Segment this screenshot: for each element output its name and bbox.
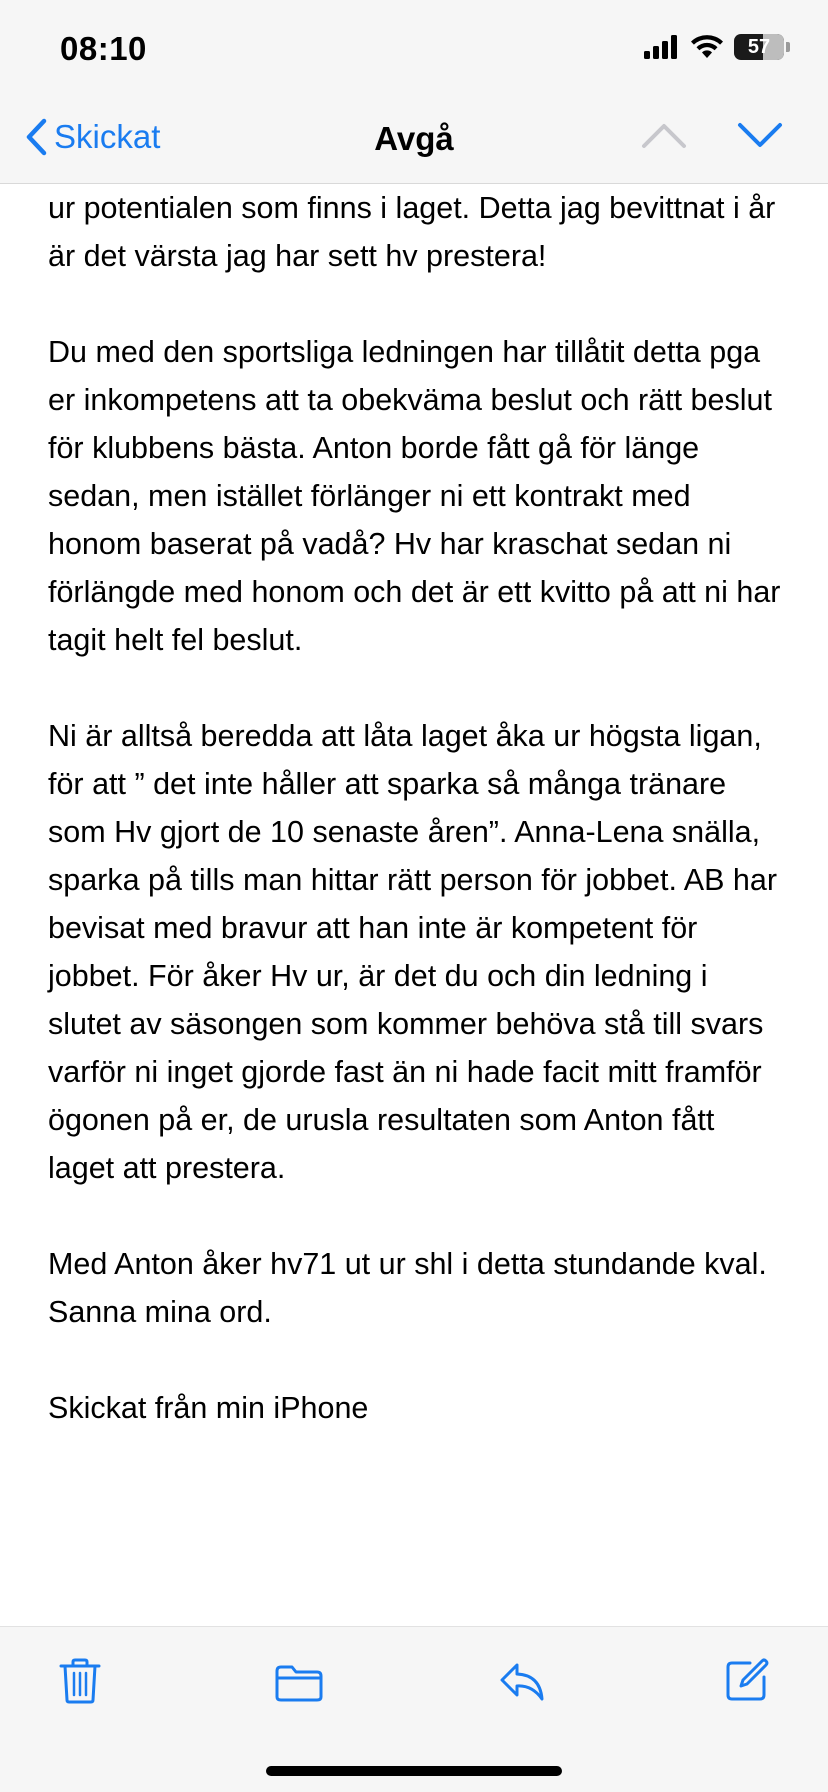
battery-nub <box>786 42 790 52</box>
status-icons <box>644 34 790 60</box>
trash-icon <box>58 1657 102 1705</box>
battery-percent: 57 <box>747 35 771 58</box>
email-paragraph-1: ur potentialen som finns i laget. Detta jag bevittnat i år är det värsta jag har sett hv prestera! <box>48 191 776 273</box>
top-bar <box>0 0 828 184</box>
wifi-icon <box>690 34 724 60</box>
cellular-signal-icon <box>644 35 680 59</box>
compose-button[interactable] <box>724 1657 770 1708</box>
battery-icon <box>734 34 784 60</box>
email-paragraph-4: Med Anton åker hv71 ut ur shl i detta stundande kval. Sanna mina ord. <box>48 1247 767 1329</box>
reply-button[interactable] <box>498 1661 546 1708</box>
email-signature: Skickat från min iPhone <box>48 1391 369 1425</box>
status-time: 08:10 <box>60 30 147 67</box>
back-button[interactable] <box>24 118 160 156</box>
delete-button[interactable] <box>58 1657 102 1710</box>
compose-icon <box>724 1657 770 1703</box>
email-paragraph-3: Ni är alltså beredda att låta laget åka ur högsta ligan, för att ” det inte håller att sparka så många tränare som Hv gjort de 10 senaste åren”. Anna-Lena snälla, sparka på tills man hittar rätt person för jobbet. AB har bevisat med bravur att han inte är kompetent för jobbet. För åker Hv ur, är det du och din ledning i slutet av säsongen som kommer behöva stå till svars varför ni inget gjorde fast än ni hade facit mitt framför ögonen på er, de urusla resultaten som Anton fått laget att prestera. <box>48 719 777 1185</box>
back-button-label: Skickat <box>54 118 161 155</box>
reply-icon <box>498 1661 546 1703</box>
email-paragraph-2: Du med den sportsliga ledningen har tillåtit detta pga er inkompetens att ta obekväma beslut och rätt beslut för klubbens bästa. Anton borde fått gå för länge sedan, men istället förlänger ni ett kontrakt med honom baserat på vadå? Hv har kraschat sedan ni förlängde med honom och det är ett kvitto på att ni har tagit helt fel beslut. <box>48 335 781 657</box>
email-body <box>48 184 788 1480</box>
chevron-down-icon <box>736 120 784 150</box>
move-to-folder-button[interactable] <box>274 1663 324 1708</box>
folder-icon <box>274 1663 324 1703</box>
next-message-button[interactable] <box>736 120 784 155</box>
chevron-left-icon <box>24 118 48 156</box>
home-indicator[interactable] <box>266 1766 562 1776</box>
chevron-up-icon <box>640 120 688 150</box>
nav-title: Avgå <box>374 120 454 157</box>
previous-message-button[interactable] <box>640 120 688 155</box>
